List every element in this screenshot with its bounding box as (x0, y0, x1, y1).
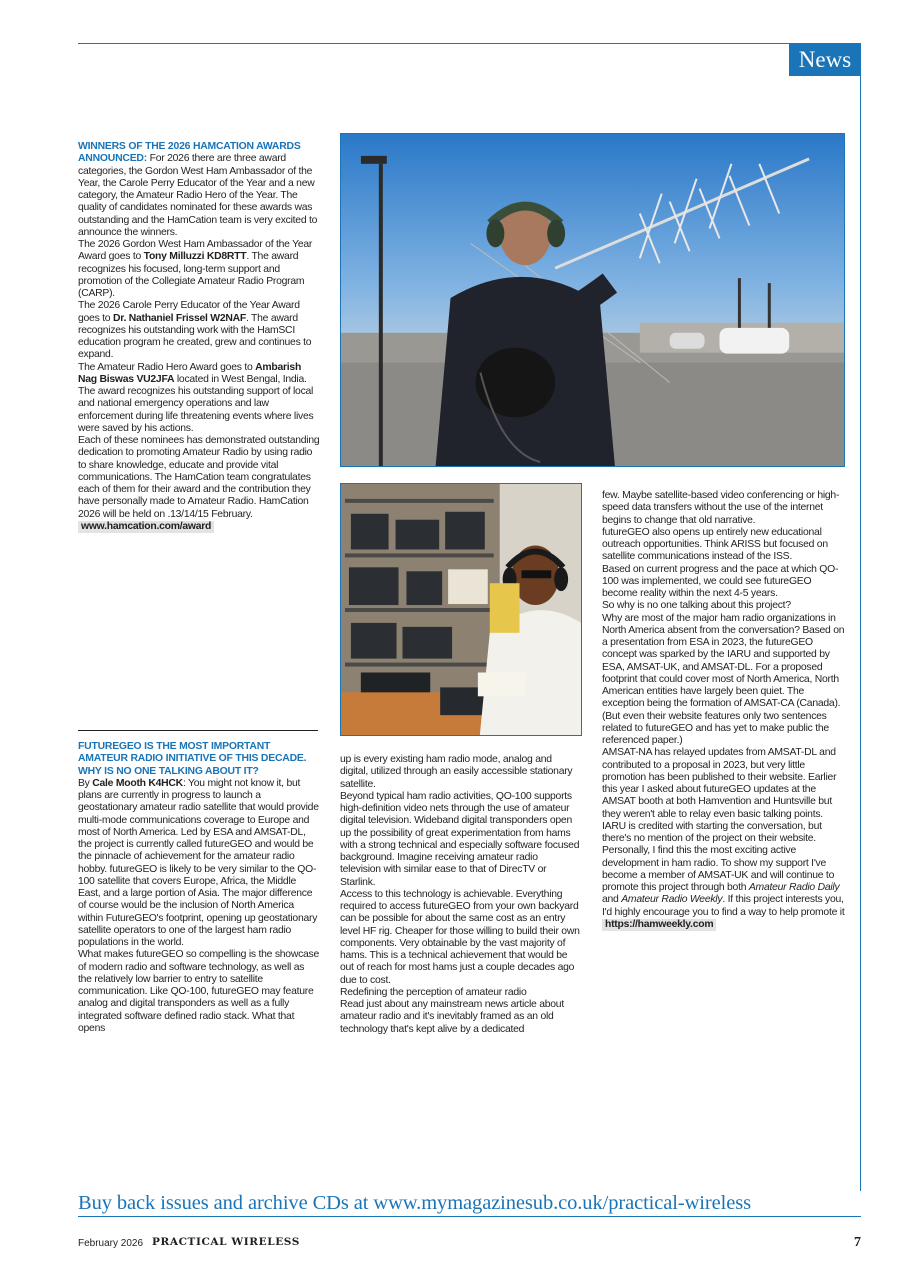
hamcation-paragraph: Each of these nominees has demonstrated outstanding dedication to promoting Amateur Radio by using radio to share knowledge, educate and provide vital communications. The HamCation team congratulates each of them for their award and the contribution they have personally made to Amateur Radio. HamCation 2026 will be held on .13/14/15 February. (78, 435, 320, 520)
futuregeo-paragraph: What makes futureGEO so compelling is the showcase of modern radio and software technology, as well as the relatively low barrier to entry to satellite communication. Like QO-100, futureGEO may feature analog and digital transponders as well as a fully integrated software defined radio stack. What that opens (78, 949, 320, 1034)
rooftop-antenna-photo (340, 133, 845, 467)
winner-name: Tony Milluzzi KD8RTT (143, 251, 247, 263)
magazine-name: PRACTICAL WIRELESS (152, 1236, 300, 1248)
back-issues-promo[interactable]: Buy back issues and archive CDs at www.mymagazinesub.co.uk/practical-wireless (78, 1192, 751, 1214)
futuregeo-paragraph: Access to this technology is achievable. Everything required to access futureGEO from your own backyard can be possible for about the same cost as an entry level HF rig. Cheaper for those willing to build their own components. Very obtainable by the vast majority of hams. This is a technical achievement that would be out of reach for most hams just a couple decades ago due to cost. (340, 888, 580, 986)
winner-name: Ambarish Nag Biswas VU2JFA (78, 361, 302, 385)
futuregeo-paragraph: futureGEO also opens up entirely new educational outreach opportunities. Think ARISS but focused on satellite communications instead of the ISS. (602, 526, 828, 563)
futuregeo-subheading: So why is no one talking about this project? (602, 600, 791, 612)
futuregeo-paragraph: few. Maybe satellite-based video conferencing or high-speed data transfers without the use of the internet begins to change that old narrative. (602, 490, 840, 526)
header-rule (78, 43, 861, 44)
futuregeo-paragraph: Why are most of the major ham radio organizations in North America absent from the conversation? Based on a presentation from ESA in 2023, the futureGEO concept was sparked by the IARU and supported by ESA, AMSAT-UK, and AMSAT-DL. For a proposed footprint that could cover most of North America, North American entities have largely been quiet. The exception being the formation of AMSAT-CA (Canada). (But even their website features only two sentences related to futureGEO and has yet to make public the referenced paper.) (602, 612, 845, 746)
futuregeo-paragraph: By Cale Mooth K4HCK: You might not know it, but plans are currently in progress to launch a geostationary amateur radio satellite that would provide multi-mode communications coverage to Europe and most of North America. Led by ESA and AMSAT-DL, the project is currently called futureGEO and would be the pinnacle of achievement for the amateur radio hobby. futureGEO is likely to be very similar to the QO-100 satellite that covers Europe, Africa, the Middle East, and a large portion of Asia. The major difference of course would be the inclusion of North America within FutureGEO's footprint, opening up geostationary satellite operators to one of the largest ham radio populations in the world. (78, 777, 319, 948)
futuregeo-paragraph: Based on current progress and the pace at which QO-100 was implemented, we could see futureGEO become reality within the next 4-5 years. (602, 563, 839, 599)
futuregeo-paragraph: AMSAT-NA has relayed updates from AMSAT-DL and contributed to a proposal in 2023, but very little promotion has been published to their website. Earlier this year I asked about futureGEO updates at the AMSAT booth at both Hamvention and Huntsville but they weren't able to relay even basic talking points. IARU is credited with starting the conversation, but there's no mention of the project on their website. (602, 747, 837, 844)
futuregeo-paragraph: Beyond typical ham radio activities, QO-100 supports high-definition video nets through the use of amateur digital television. Wideband digital transponders open up the possibility of great experimentation from hams with a strong technical and especially software focused background. Imagine receiving amateur radio television with similar ease to that of DirecTV or Starlink. (340, 790, 580, 888)
page-number: 7 (854, 1235, 861, 1250)
hamcation-headline: WINNERS OF THE 2026 HAMCATION AWARDS ANNOUNCED: (78, 141, 301, 165)
hamweekly-link[interactable]: https://hamweekly.com (602, 919, 716, 931)
hamcation-paragraph: The 2026 Gordon West Ham Ambassador of the Year Award goes to Tony Milluzzi KD8RTT. The award recognizes his focused, long-term support and promotion of the Collegiate Amateur Radio Program (CARP). (78, 239, 313, 299)
section-tab: News (789, 44, 861, 76)
hamcation-article (78, 141, 320, 533)
hamcation-paragraph: The Amateur Radio Hero Award goes to Ambarish Nag Biswas VU2JFA located in West Bengal, India. The award recognizes his outstanding support of local and national emergency operations and law enforcement during life threatening events where lives were saved by his actions. (78, 361, 314, 434)
page-footer (78, 1236, 861, 1252)
radio-shack-photo (340, 483, 582, 736)
futuregeo-article-col1 (78, 741, 320, 1035)
promo-rule (78, 1216, 861, 1217)
futuregeo-paragraph: up is every existing ham radio mode, analog and digital, utilized through an easily accessible stationary satellite. (340, 754, 573, 790)
hamcation-link[interactable]: www.hamcation.com/award (78, 521, 214, 533)
hamcation-paragraph: The 2026 Carole Perry Educator of the Year Award goes to Dr. Nathaniel Frissel W2NAF. The award recognizes his outstanding work with the HamSCI education program he created, grew and continues to expand. (78, 300, 312, 361)
futuregeo-article-col3 (602, 490, 845, 931)
futuregeo-subheading: Redefining the perception of amateur radio (340, 986, 527, 998)
futuregeo-paragraph: Personally, I find this the most exciting active development in ham radio. To show my support I've become a member of AMSAT-UK and will continue to promote this project through both Amateur Radio Daily and Amateur Radio Weekly. If this project interests you, I'd highly encourage you to find a way to help promote it (602, 845, 845, 918)
winner-name: Dr. Nathaniel Frissel W2NAF (112, 312, 246, 324)
futuregeo-headline: FUTUREGEO IS THE MOST IMPORTANT AMATEUR RADIO INITIATIVE OF THIS DECADE. WHY IS NO ONE TALKING ABOUT IT? (78, 741, 307, 777)
futuregeo-article-col2 (340, 754, 580, 1036)
page-frame-right (860, 43, 861, 1191)
article-divider (78, 730, 318, 731)
futuregeo-paragraph: Read just about any mainstream news article about amateur radio and it's inevitably framed as an old technology that's kept alive by a dedicated (340, 999, 564, 1035)
author-name: Cale Mooth K4HCK (92, 777, 183, 789)
hamcation-intro: WINNERS OF THE 2026 HAMCATION AWARDS ANNOUNCED: For 2026 there are three award categories, the Gordon West Ham Ambassador of the Year, the Carole Perry Educator of the Year and a new category, the Amateur Radio Hero of the Year. The quality of candidates nominated for these awards was outstanding and the HamCation team is very excited to announce the winners. (78, 141, 318, 238)
issue-date: February 2026 (78, 1238, 144, 1249)
